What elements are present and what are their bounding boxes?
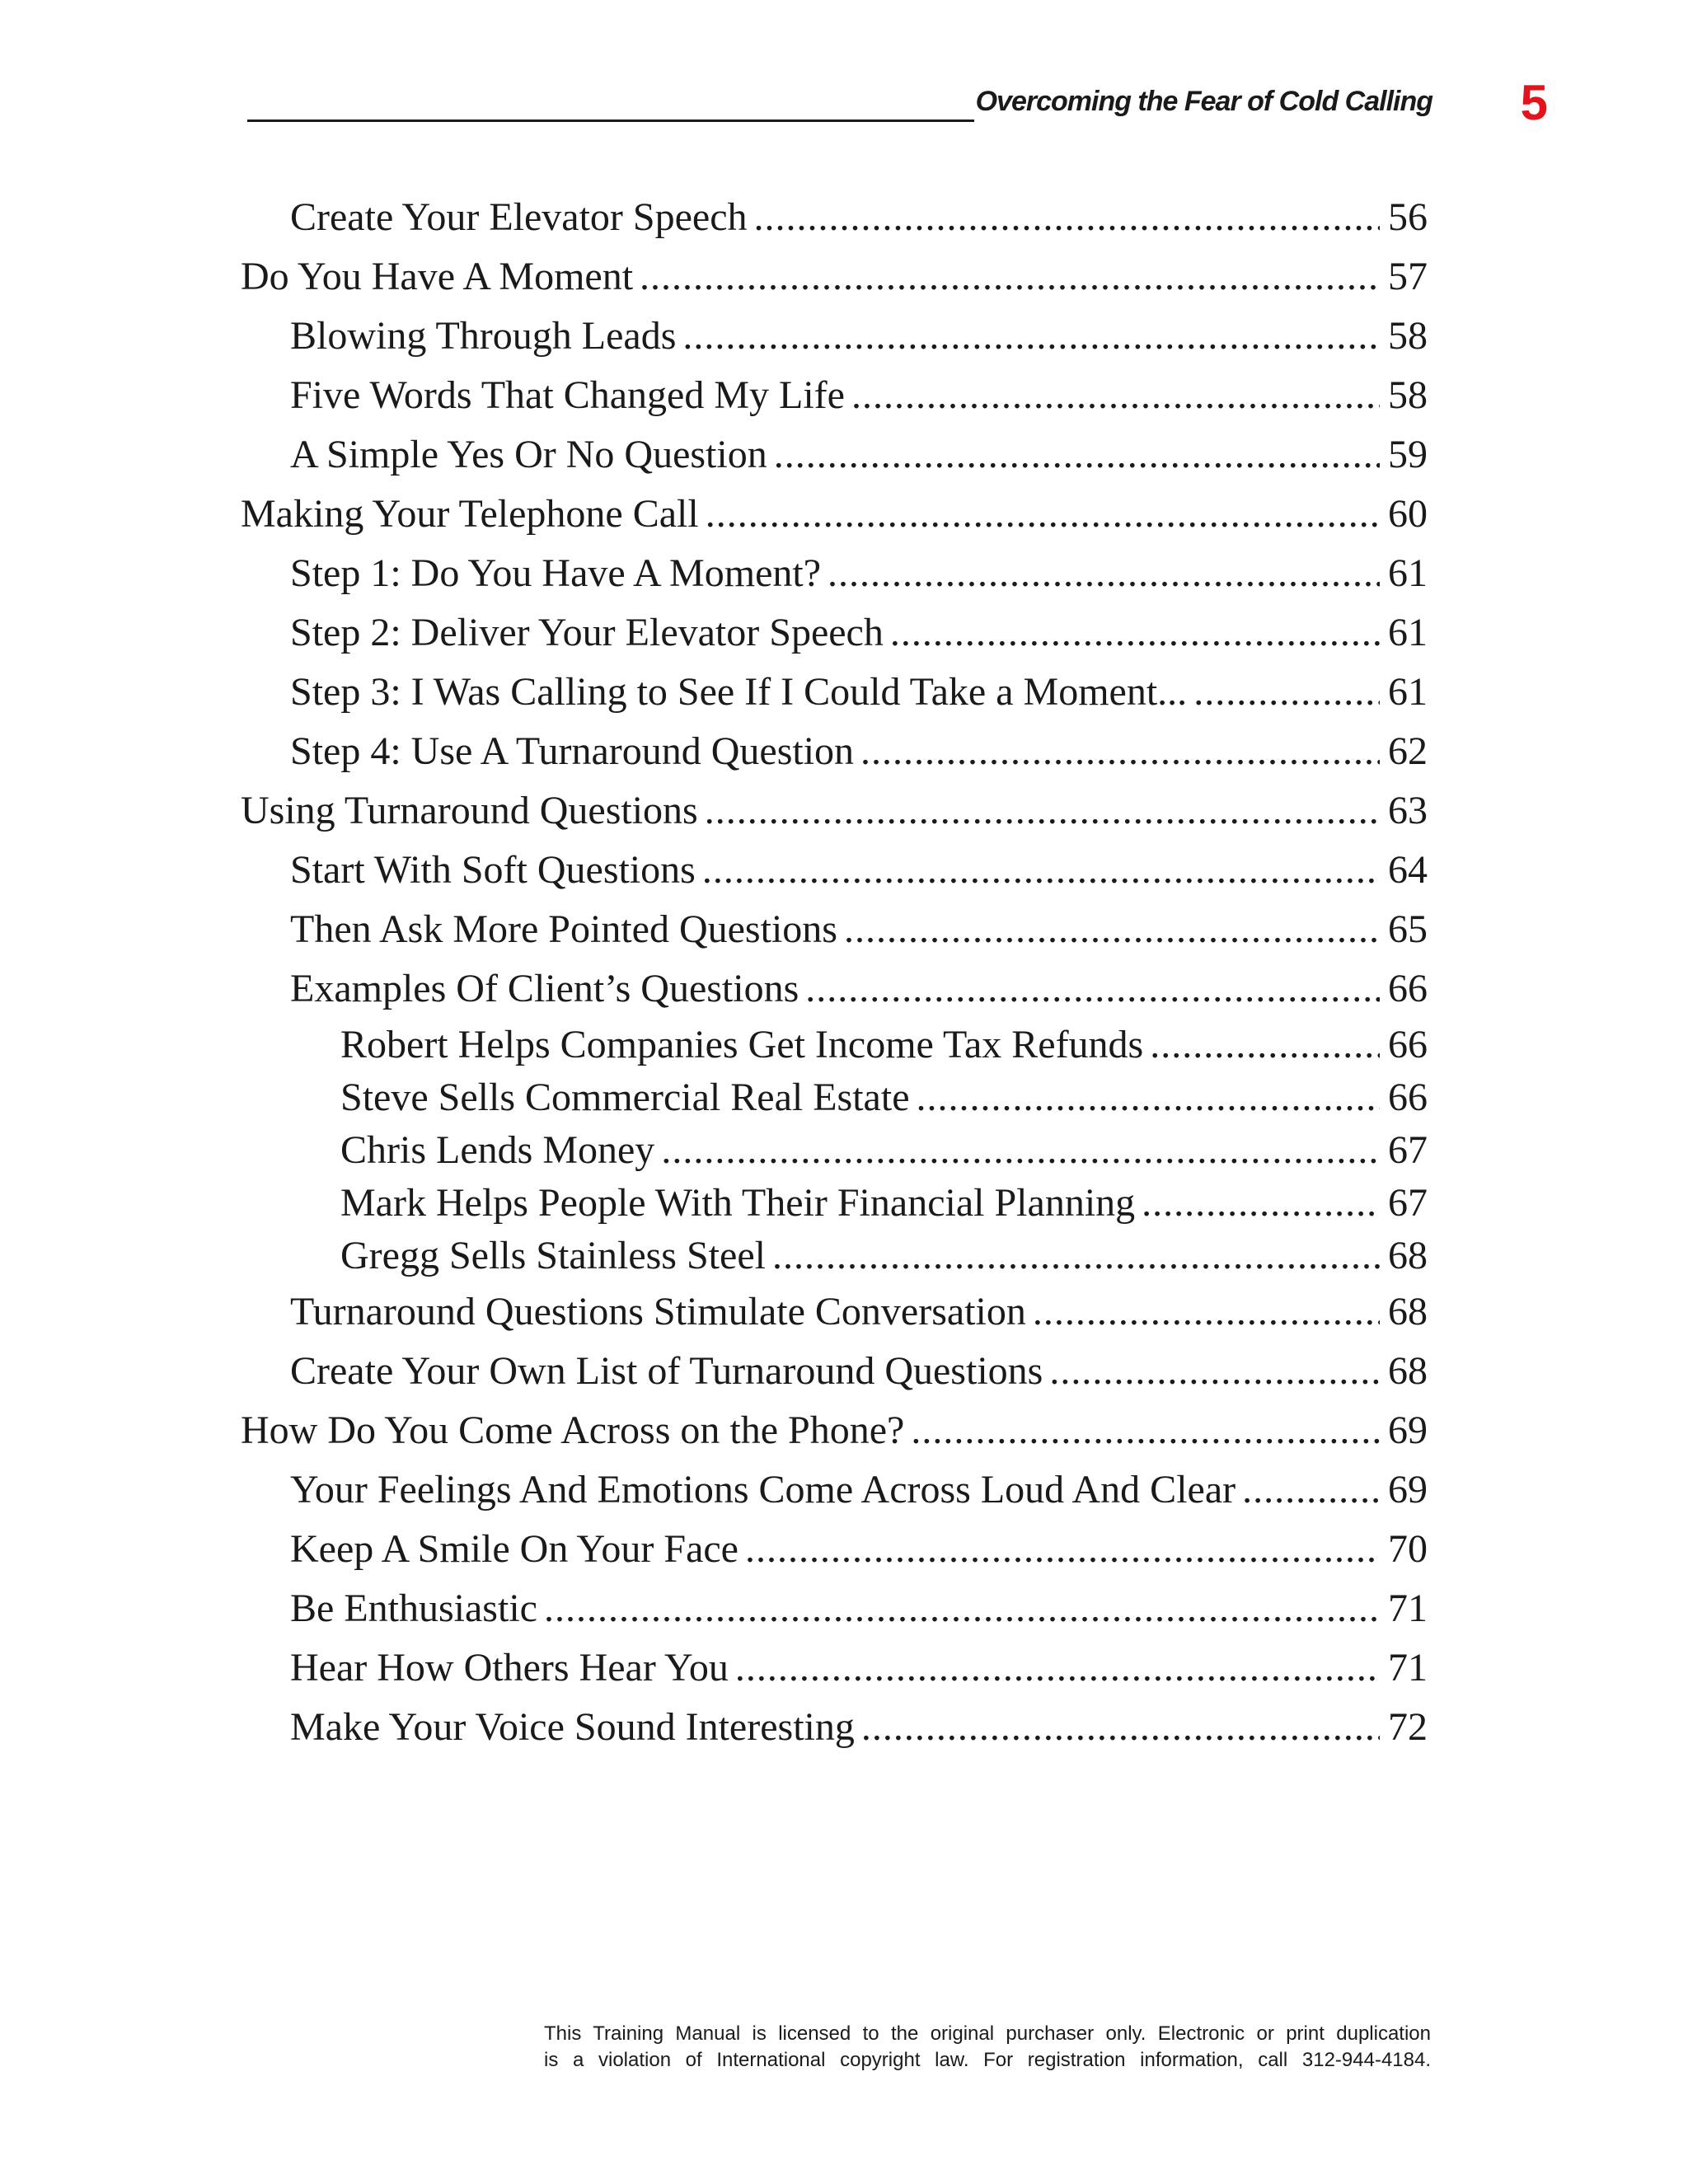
toc-entry-page: 61 xyxy=(1388,611,1428,654)
dot-leader xyxy=(735,1638,1380,1698)
toc-entry xyxy=(241,1019,1428,1071)
toc-entry-page: 64 xyxy=(1388,848,1428,892)
toc-entry-title: A Simple Yes Or No Question xyxy=(290,433,767,476)
toc-entry xyxy=(241,1401,1428,1460)
toc-entry-page: 69 xyxy=(1388,1408,1428,1452)
dot-leader xyxy=(860,722,1380,781)
dot-leader xyxy=(661,1124,1380,1177)
dot-leader xyxy=(772,1230,1380,1282)
dot-leader xyxy=(1150,1019,1380,1071)
toc-entry-page: 62 xyxy=(1388,729,1428,773)
dot-leader xyxy=(1242,1460,1380,1520)
dot-leader xyxy=(640,247,1380,307)
toc-entry-title: Using Turnaround Questions xyxy=(241,789,698,832)
toc-entry-title: Create Your Own List of Turnaround Questions xyxy=(290,1349,1043,1393)
toc-entry xyxy=(241,841,1428,900)
copyright-line-1: This Training Manual is licensed to the original purchaser only. Electronic or print duplication xyxy=(544,2022,1431,2045)
toc-entry-page: 67 xyxy=(1388,1128,1428,1172)
toc-entry-page: 66 xyxy=(1388,1023,1428,1066)
toc-entry xyxy=(241,1177,1428,1230)
toc-entry-title: Be Enthusiastic xyxy=(290,1586,537,1630)
dot-leader xyxy=(702,841,1380,900)
toc-entry-page: 58 xyxy=(1388,373,1428,417)
toc-entry xyxy=(241,603,1428,663)
toc-entry xyxy=(241,1520,1428,1579)
toc-entry-page: 60 xyxy=(1388,492,1428,536)
copyright-line-2: is a violation of International copyright law. For registration information, call 312-944-4184. xyxy=(544,2049,1431,2071)
toc-entry-title: How Do You Come Across on the Phone? xyxy=(241,1408,905,1452)
toc-entry-title: Steve Sells Commercial Real Estate xyxy=(340,1076,910,1119)
toc-entry xyxy=(241,1460,1428,1520)
toc-entry xyxy=(241,247,1428,307)
toc-entry-title: Your Feelings And Emotions Come Across Loud And Clear xyxy=(290,1468,1236,1511)
dot-leader xyxy=(917,1071,1381,1124)
dot-leader xyxy=(706,485,1380,544)
toc-entry-page: 61 xyxy=(1388,551,1428,595)
toc-entry xyxy=(241,366,1428,425)
toc-entry-page: 65 xyxy=(1388,907,1428,951)
toc-entry xyxy=(241,1342,1428,1401)
dot-leader xyxy=(1049,1342,1380,1401)
toc-entry-page: 70 xyxy=(1388,1527,1428,1571)
dot-leader xyxy=(861,1698,1380,1757)
toc-entry xyxy=(241,1579,1428,1638)
toc-entry xyxy=(241,485,1428,544)
copyright-notice xyxy=(544,2021,1431,2074)
toc-entry-title: Chris Lends Money xyxy=(340,1128,655,1172)
toc-entry-page: 59 xyxy=(1388,433,1428,476)
toc-entry xyxy=(241,1282,1428,1342)
toc-entry xyxy=(241,1071,1428,1124)
dot-leader xyxy=(754,188,1380,247)
toc-entry xyxy=(241,781,1428,841)
toc-entry-title: Make Your Voice Sound Interesting xyxy=(290,1705,855,1749)
toc-entry-page: 71 xyxy=(1388,1586,1428,1630)
toc-entry-page: 58 xyxy=(1388,314,1428,358)
toc-entry-title: Turnaround Questions Stimulate Conversation xyxy=(290,1290,1026,1333)
toc-entry-title: Step 2: Deliver Your Elevator Speech xyxy=(290,611,884,654)
toc-entry-title: Step 1: Do You Have A Moment? xyxy=(290,551,822,595)
dot-leader xyxy=(682,307,1380,366)
toc-entry-page: 57 xyxy=(1388,255,1428,298)
toc-entry xyxy=(241,1638,1428,1698)
dot-leader xyxy=(774,425,1380,485)
toc-entry-title: Hear How Others Hear You xyxy=(290,1646,729,1690)
running-header xyxy=(247,75,1566,132)
dot-leader xyxy=(828,544,1380,603)
dot-leader xyxy=(851,366,1380,425)
toc-entry-title: Robert Helps Companies Get Income Tax Refunds xyxy=(340,1023,1144,1066)
dot-leader xyxy=(844,900,1380,959)
toc-entry-page: 68 xyxy=(1388,1349,1428,1393)
header-rule xyxy=(247,120,974,122)
toc-entry xyxy=(241,1698,1428,1757)
toc-entry-title: Mark Helps People With Their Financial Planning xyxy=(340,1181,1136,1225)
dot-leader xyxy=(544,1579,1380,1638)
toc-entry xyxy=(241,722,1428,781)
toc-entry-page: 72 xyxy=(1388,1705,1428,1749)
toc-entry xyxy=(241,425,1428,485)
dot-leader xyxy=(1142,1177,1380,1230)
toc-entry-page: 66 xyxy=(1388,967,1428,1010)
toc-entry-page: 68 xyxy=(1388,1290,1428,1333)
dot-leader xyxy=(705,781,1380,841)
toc-entry-title: Create Your Elevator Speech xyxy=(290,195,748,239)
dot-leader xyxy=(911,1401,1380,1460)
toc-entry-title: Step 4: Use A Turnaround Question xyxy=(290,729,855,773)
page-number: 5 xyxy=(1520,75,1548,130)
toc-entry xyxy=(241,900,1428,959)
toc-entry-title: Do You Have A Moment xyxy=(241,255,634,298)
toc-entry-title: Blowing Through Leads xyxy=(290,314,677,358)
toc-entry-page: 61 xyxy=(1388,670,1428,714)
toc-entry xyxy=(241,1230,1428,1282)
toc-entry-page: 66 xyxy=(1388,1076,1428,1119)
toc-entry xyxy=(241,307,1428,366)
toc-entry-page: 69 xyxy=(1388,1468,1428,1511)
dot-leader xyxy=(745,1520,1380,1579)
table-of-contents xyxy=(241,188,1428,1757)
toc-entry-page: 71 xyxy=(1388,1646,1428,1690)
running-title: Overcoming the Fear of Cold Calling xyxy=(975,86,1432,117)
dot-leader xyxy=(890,603,1380,663)
toc-entry-title: Examples Of Client’s Questions xyxy=(290,967,799,1010)
toc-entry xyxy=(241,188,1428,247)
toc-entry-title: Gregg Sells Stainless Steel xyxy=(340,1234,766,1277)
toc-entry xyxy=(241,544,1428,603)
dot-leader xyxy=(1033,1282,1380,1342)
toc-entry-title: Step 3: I Was Calling to See If I Could Take a Moment... xyxy=(290,670,1188,714)
toc-entry xyxy=(241,1124,1428,1177)
toc-entry-page: 67 xyxy=(1388,1181,1428,1225)
toc-entry xyxy=(241,663,1428,722)
toc-entry-page: 68 xyxy=(1388,1234,1428,1277)
toc-entry-title: Start With Soft Questions xyxy=(290,848,696,892)
dot-leader xyxy=(805,959,1380,1019)
toc-entry-title: Keep A Smile On Your Face xyxy=(290,1527,738,1571)
toc-entry-title: Making Your Telephone Call xyxy=(241,492,699,536)
dot-leader xyxy=(1193,663,1380,722)
toc-entry-title: Five Words That Changed My Life xyxy=(290,373,845,417)
toc-entry xyxy=(241,959,1428,1019)
toc-entry-page: 63 xyxy=(1388,789,1428,832)
toc-entry-page: 56 xyxy=(1388,195,1428,239)
toc-entry-title: Then Ask More Pointed Questions xyxy=(290,907,837,951)
